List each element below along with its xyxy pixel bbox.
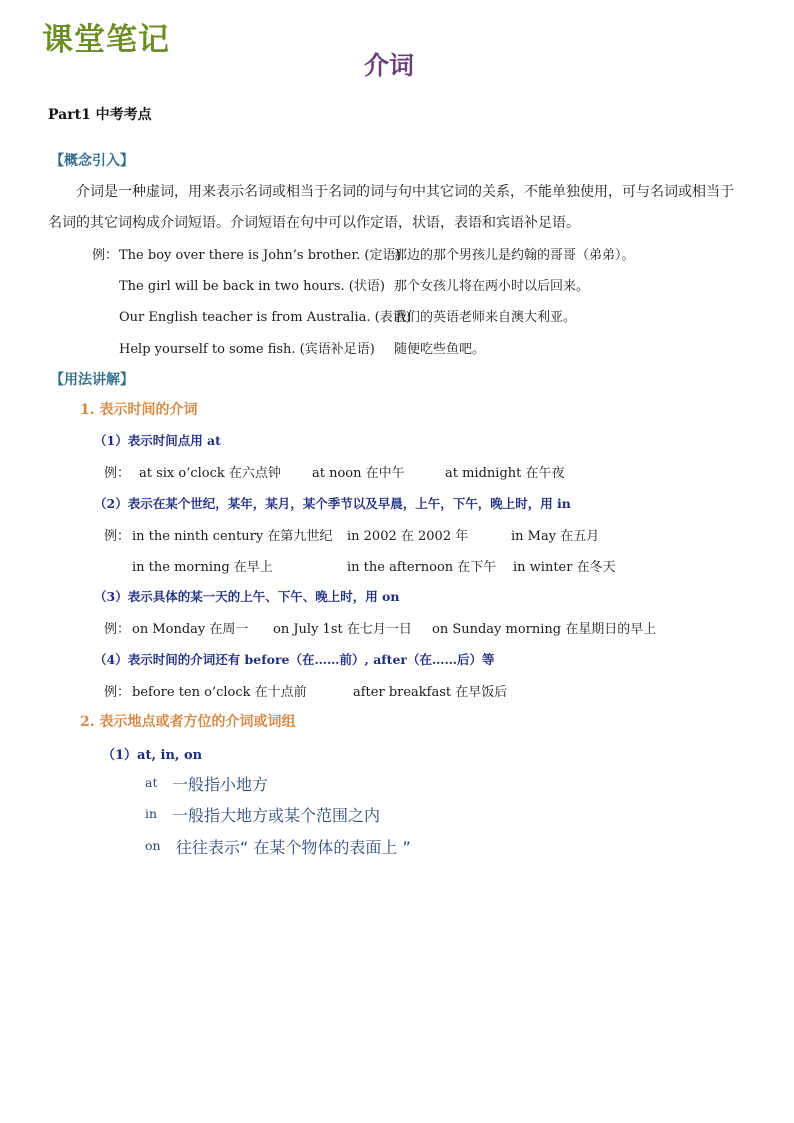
place-key-at: at	[145, 775, 158, 790]
place-val-at: 一般指小地方	[172, 775, 269, 794]
place-val-on: 往往表示“ 在某个物体的表面上 ”	[176, 838, 411, 857]
time-sub3-item: on Sunday morning 在星期日的早上	[432, 622, 657, 637]
time-sub1-item: at midnight 在午夜	[445, 466, 565, 481]
example-prefix: 例：	[104, 466, 131, 481]
example-zh-2: 那个女孩儿将在两小时以后回来。	[394, 279, 590, 294]
example-prefix: 例：	[104, 529, 131, 544]
time-sub3-item: on Monday 在周一	[132, 622, 249, 637]
example-zh-3: 我们的英语老师来自澳大利亚。	[394, 310, 577, 325]
example-zh-4: 随便吃些鱼吧。	[394, 342, 486, 357]
page-title: 介词	[364, 51, 415, 80]
time-sub2-item: in May 在五月	[511, 529, 600, 544]
time-sub1-item: at six o’clock 在六点钟	[139, 466, 281, 481]
time-sub2-item: in the afternoon 在下午	[347, 560, 497, 575]
time-sub2-item: in the ninth century 在第九世纪	[132, 529, 333, 544]
time-sub3-heading: （3）表示具体的某一天的上午、下午、晚上时，用 on	[94, 589, 400, 604]
time-heading: 1. 表示时间的介词	[80, 402, 198, 418]
place-val-in: 一般指大地方或某个范围之内	[172, 806, 381, 825]
example-prefix: 例：	[92, 248, 119, 263]
example-en-3: Our English teacher is from Australia. (表语)	[119, 310, 411, 325]
concept-line-2: 名词的其它词构成介词短语。介词短语在句中可以作定语，状语，表语和宾语补足语。	[48, 215, 580, 231]
time-sub4-heading: （4）表示时间的介词还有 before（在……前）, after（在……后）等	[94, 652, 495, 667]
time-sub1-item: at noon 在中午	[312, 466, 405, 481]
time-sub2-heading: （2）表示在某个世纪，某年，某月，某个季节以及早晨，上午，下午，晚上时，用 in	[94, 496, 571, 511]
time-sub2-item: in 2002 在 2002 年	[347, 529, 469, 544]
part-heading: Part1 中考考点	[48, 107, 152, 123]
example-zh-1: 那边的那个男孩儿是约翰的哥哥（弟弟）。	[394, 248, 635, 263]
time-sub4-item: after breakfast 在早饭后	[353, 685, 508, 700]
time-sub3-item: on July 1st 在七月一日	[273, 622, 412, 637]
place-key-on: on	[145, 838, 161, 853]
example-en-2: The girl will be back in two hours. (状语)	[119, 279, 385, 294]
example-prefix: 例：	[104, 685, 131, 700]
concept-heading: 【概念引入】	[50, 153, 134, 169]
concept-line-1: 介词是一种虚词，用来表示名词或相当于名词的词与句中其它词的关系，不能单独使用，可与名词或相当于	[76, 184, 734, 200]
time-sub2-item: in the morning 在早上	[132, 560, 273, 575]
example-en-1: The boy over there is John’s brother. (定语)	[119, 248, 401, 263]
brand-logo: 课堂笔记	[42, 22, 170, 58]
time-sub4-item: before ten o’clock 在十点前	[132, 685, 307, 700]
time-sub2-item: in winter 在冬天	[513, 560, 616, 575]
place-key-in: in	[145, 806, 158, 821]
place-sub1-heading: （1）at, in, on	[102, 748, 203, 763]
place-heading: 2. 表示地点或者方位的介词或词组	[80, 714, 296, 730]
example-prefix: 例：	[104, 622, 131, 637]
usage-heading: 【用法讲解】	[50, 372, 134, 388]
time-sub1-heading: （1）表示时间点用 at	[94, 433, 221, 448]
example-en-4: Help yourself to some fish. (宾语补足语)	[119, 342, 375, 357]
